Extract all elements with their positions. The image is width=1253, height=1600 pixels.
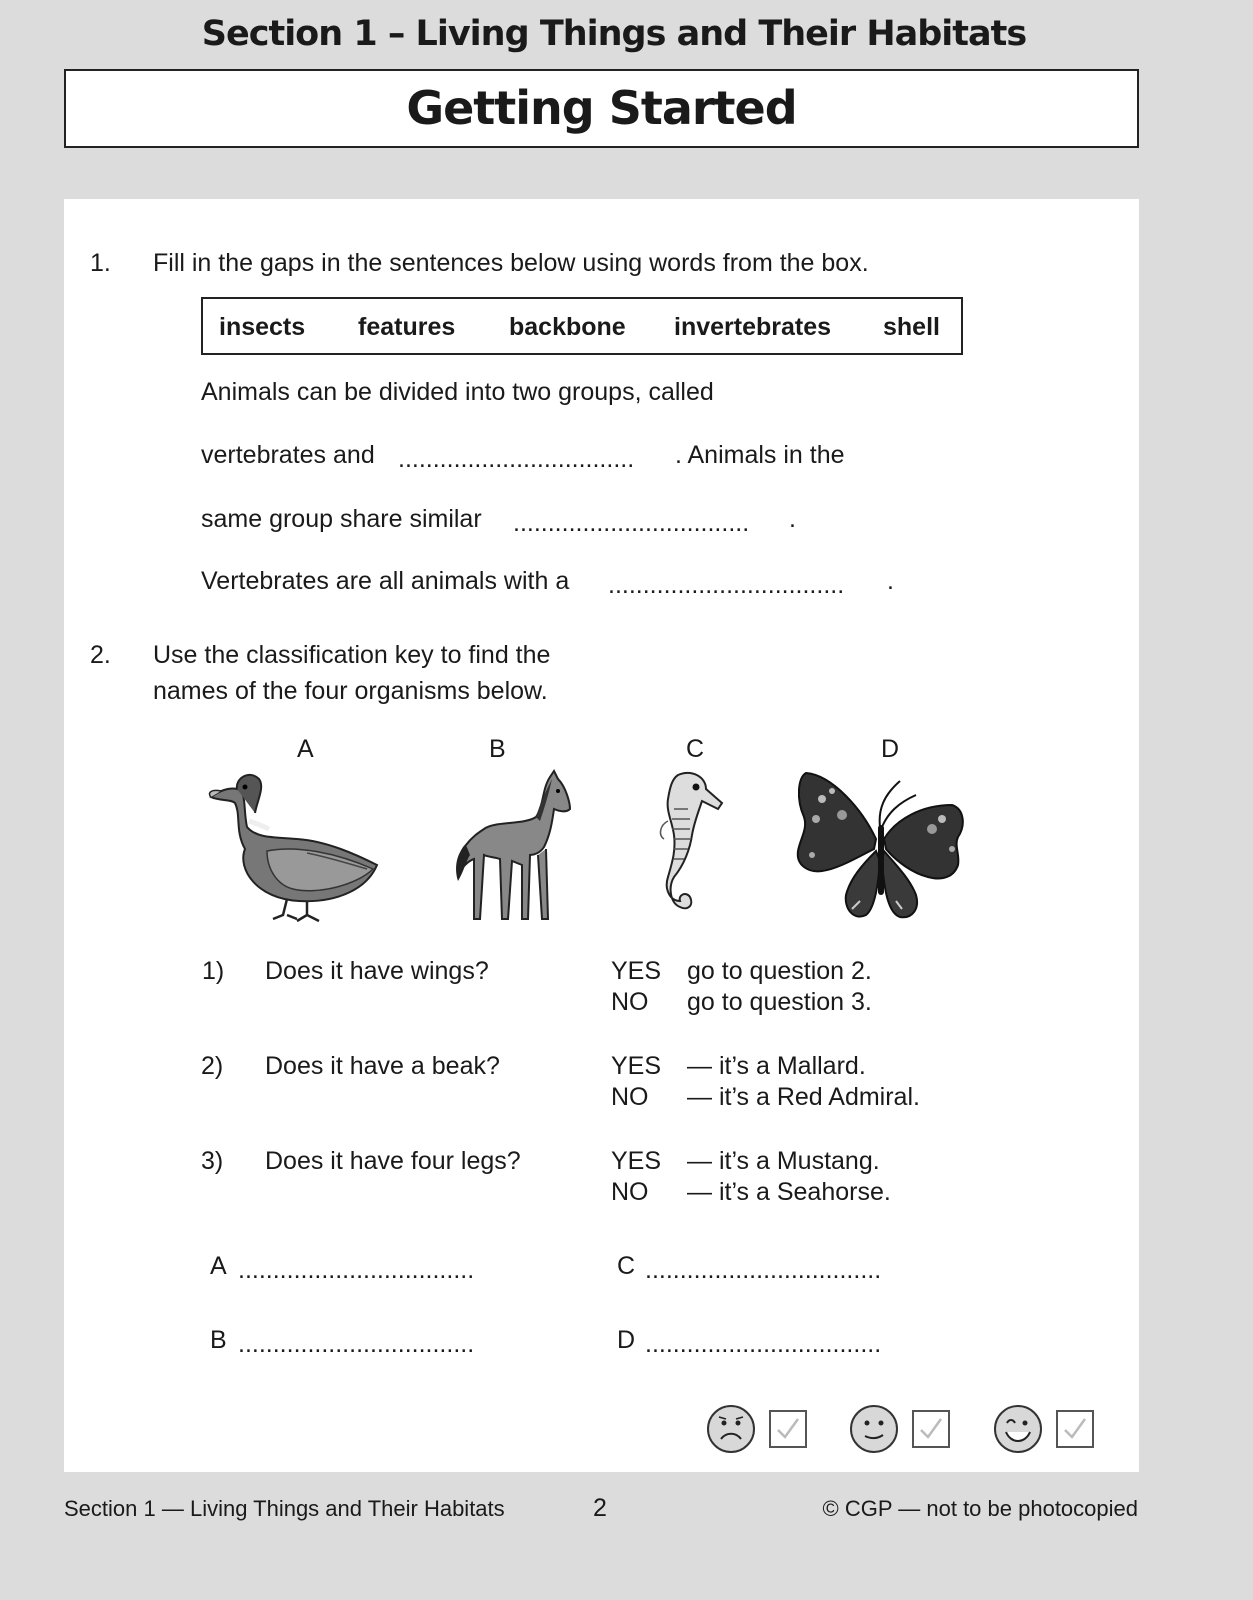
word-insects: insects	[219, 313, 306, 341]
footer-copyright: © CGP — not to be photocopied	[822, 1496, 1138, 1521]
q2-prompt-line2: names of the four organisms below.	[153, 677, 548, 705]
key-yes-1: YES	[611, 957, 662, 985]
key-yes-answer-3: — it’s a Mustang.	[687, 1147, 880, 1175]
answer-blank-a[interactable]: ..................................	[238, 1256, 475, 1284]
q1-line1: Animals can be divided into two groups, called	[201, 378, 714, 406]
key-yes-answer-2: — it’s a Mallard.	[687, 1052, 866, 1080]
q1-line4-start: Vertebrates are all animals with a	[201, 567, 570, 595]
q1-blank-2[interactable]: ..................................	[513, 509, 750, 537]
organism-letter-d: D	[881, 735, 900, 763]
worksheet-panel	[64, 199, 1139, 1472]
key-yes-2: YES	[611, 1052, 662, 1080]
key-yes-3: YES	[611, 1147, 662, 1175]
q2-number: 2.	[90, 641, 111, 669]
organism-letter-b: B	[489, 735, 506, 763]
key-no-1: NO	[611, 988, 649, 1016]
answer-blank-d[interactable]: ..................................	[645, 1330, 882, 1358]
word-invertebrates: invertebrates	[674, 313, 832, 341]
key-no-answer-3: — it’s a Seahorse.	[687, 1178, 891, 1206]
key-question-3: Does it have four legs?	[265, 1147, 521, 1175]
key-num-2: 2)	[201, 1052, 224, 1080]
organism-letter-c: C	[686, 735, 705, 763]
key-yes-answer-1: go to question 2.	[687, 957, 872, 985]
q1-line3-end: .	[789, 505, 796, 533]
key-num-1: 1)	[202, 957, 225, 985]
answer-letter-b: B	[210, 1326, 227, 1354]
q1-line3-start: same group share similar	[201, 505, 482, 533]
happy-face-icon[interactable]	[993, 1404, 1043, 1454]
key-num-3: 3)	[201, 1147, 224, 1175]
duck-icon	[207, 769, 383, 925]
q1-line2-start: vertebrates and	[201, 441, 375, 469]
seahorse-icon	[640, 769, 724, 925]
butterfly-icon	[792, 769, 968, 925]
title-box	[64, 69, 1139, 148]
word-backbone: backbone	[509, 313, 626, 341]
horse-icon	[454, 769, 574, 925]
word-shell: shell	[883, 313, 940, 341]
key-no-answer-1: go to question 3.	[687, 988, 872, 1016]
key-question-2: Does it have a beak?	[265, 1052, 500, 1080]
q1-blank-3[interactable]: ..................................	[608, 571, 845, 599]
q2-prompt-line1: Use the classification key to find the	[153, 641, 551, 669]
q1-line4-end: .	[887, 567, 894, 595]
word-box	[201, 297, 963, 355]
answer-blank-c[interactable]: ..................................	[645, 1256, 882, 1284]
answer-letter-a: A	[210, 1252, 227, 1280]
page-number: 2	[593, 1494, 607, 1522]
key-question-1: Does it have wings?	[265, 957, 489, 985]
happy-tick-box[interactable]	[1056, 1410, 1094, 1448]
answer-blank-b[interactable]: ..................................	[238, 1330, 475, 1358]
answer-letter-d: D	[617, 1326, 636, 1354]
sad-tick-box[interactable]	[769, 1410, 807, 1448]
key-no-3: NO	[611, 1178, 649, 1206]
q1-prompt: Fill in the gaps in the sentences below using words from the box.	[153, 249, 869, 277]
organism-letter-a: A	[297, 735, 314, 763]
key-no-answer-2: — it’s a Red Admiral.	[687, 1083, 920, 1111]
q1-line2-end: . Animals in the	[675, 441, 845, 469]
q1-blank-1[interactable]: ..................................	[398, 445, 635, 473]
section-title: Section 1 – Living Things and Their Habitats	[201, 14, 1027, 54]
neutral-face-icon[interactable]	[849, 1404, 899, 1454]
neutral-tick-box[interactable]	[912, 1410, 950, 1448]
answer-letter-c: C	[617, 1252, 636, 1280]
footer-section: Section 1 — Living Things and Their Habitats	[64, 1496, 505, 1521]
key-no-2: NO	[611, 1083, 649, 1111]
q1-number: 1.	[90, 249, 111, 277]
word-features: features	[358, 313, 456, 341]
page-title: Getting Started	[406, 81, 797, 135]
sad-face-icon[interactable]	[706, 1404, 756, 1454]
